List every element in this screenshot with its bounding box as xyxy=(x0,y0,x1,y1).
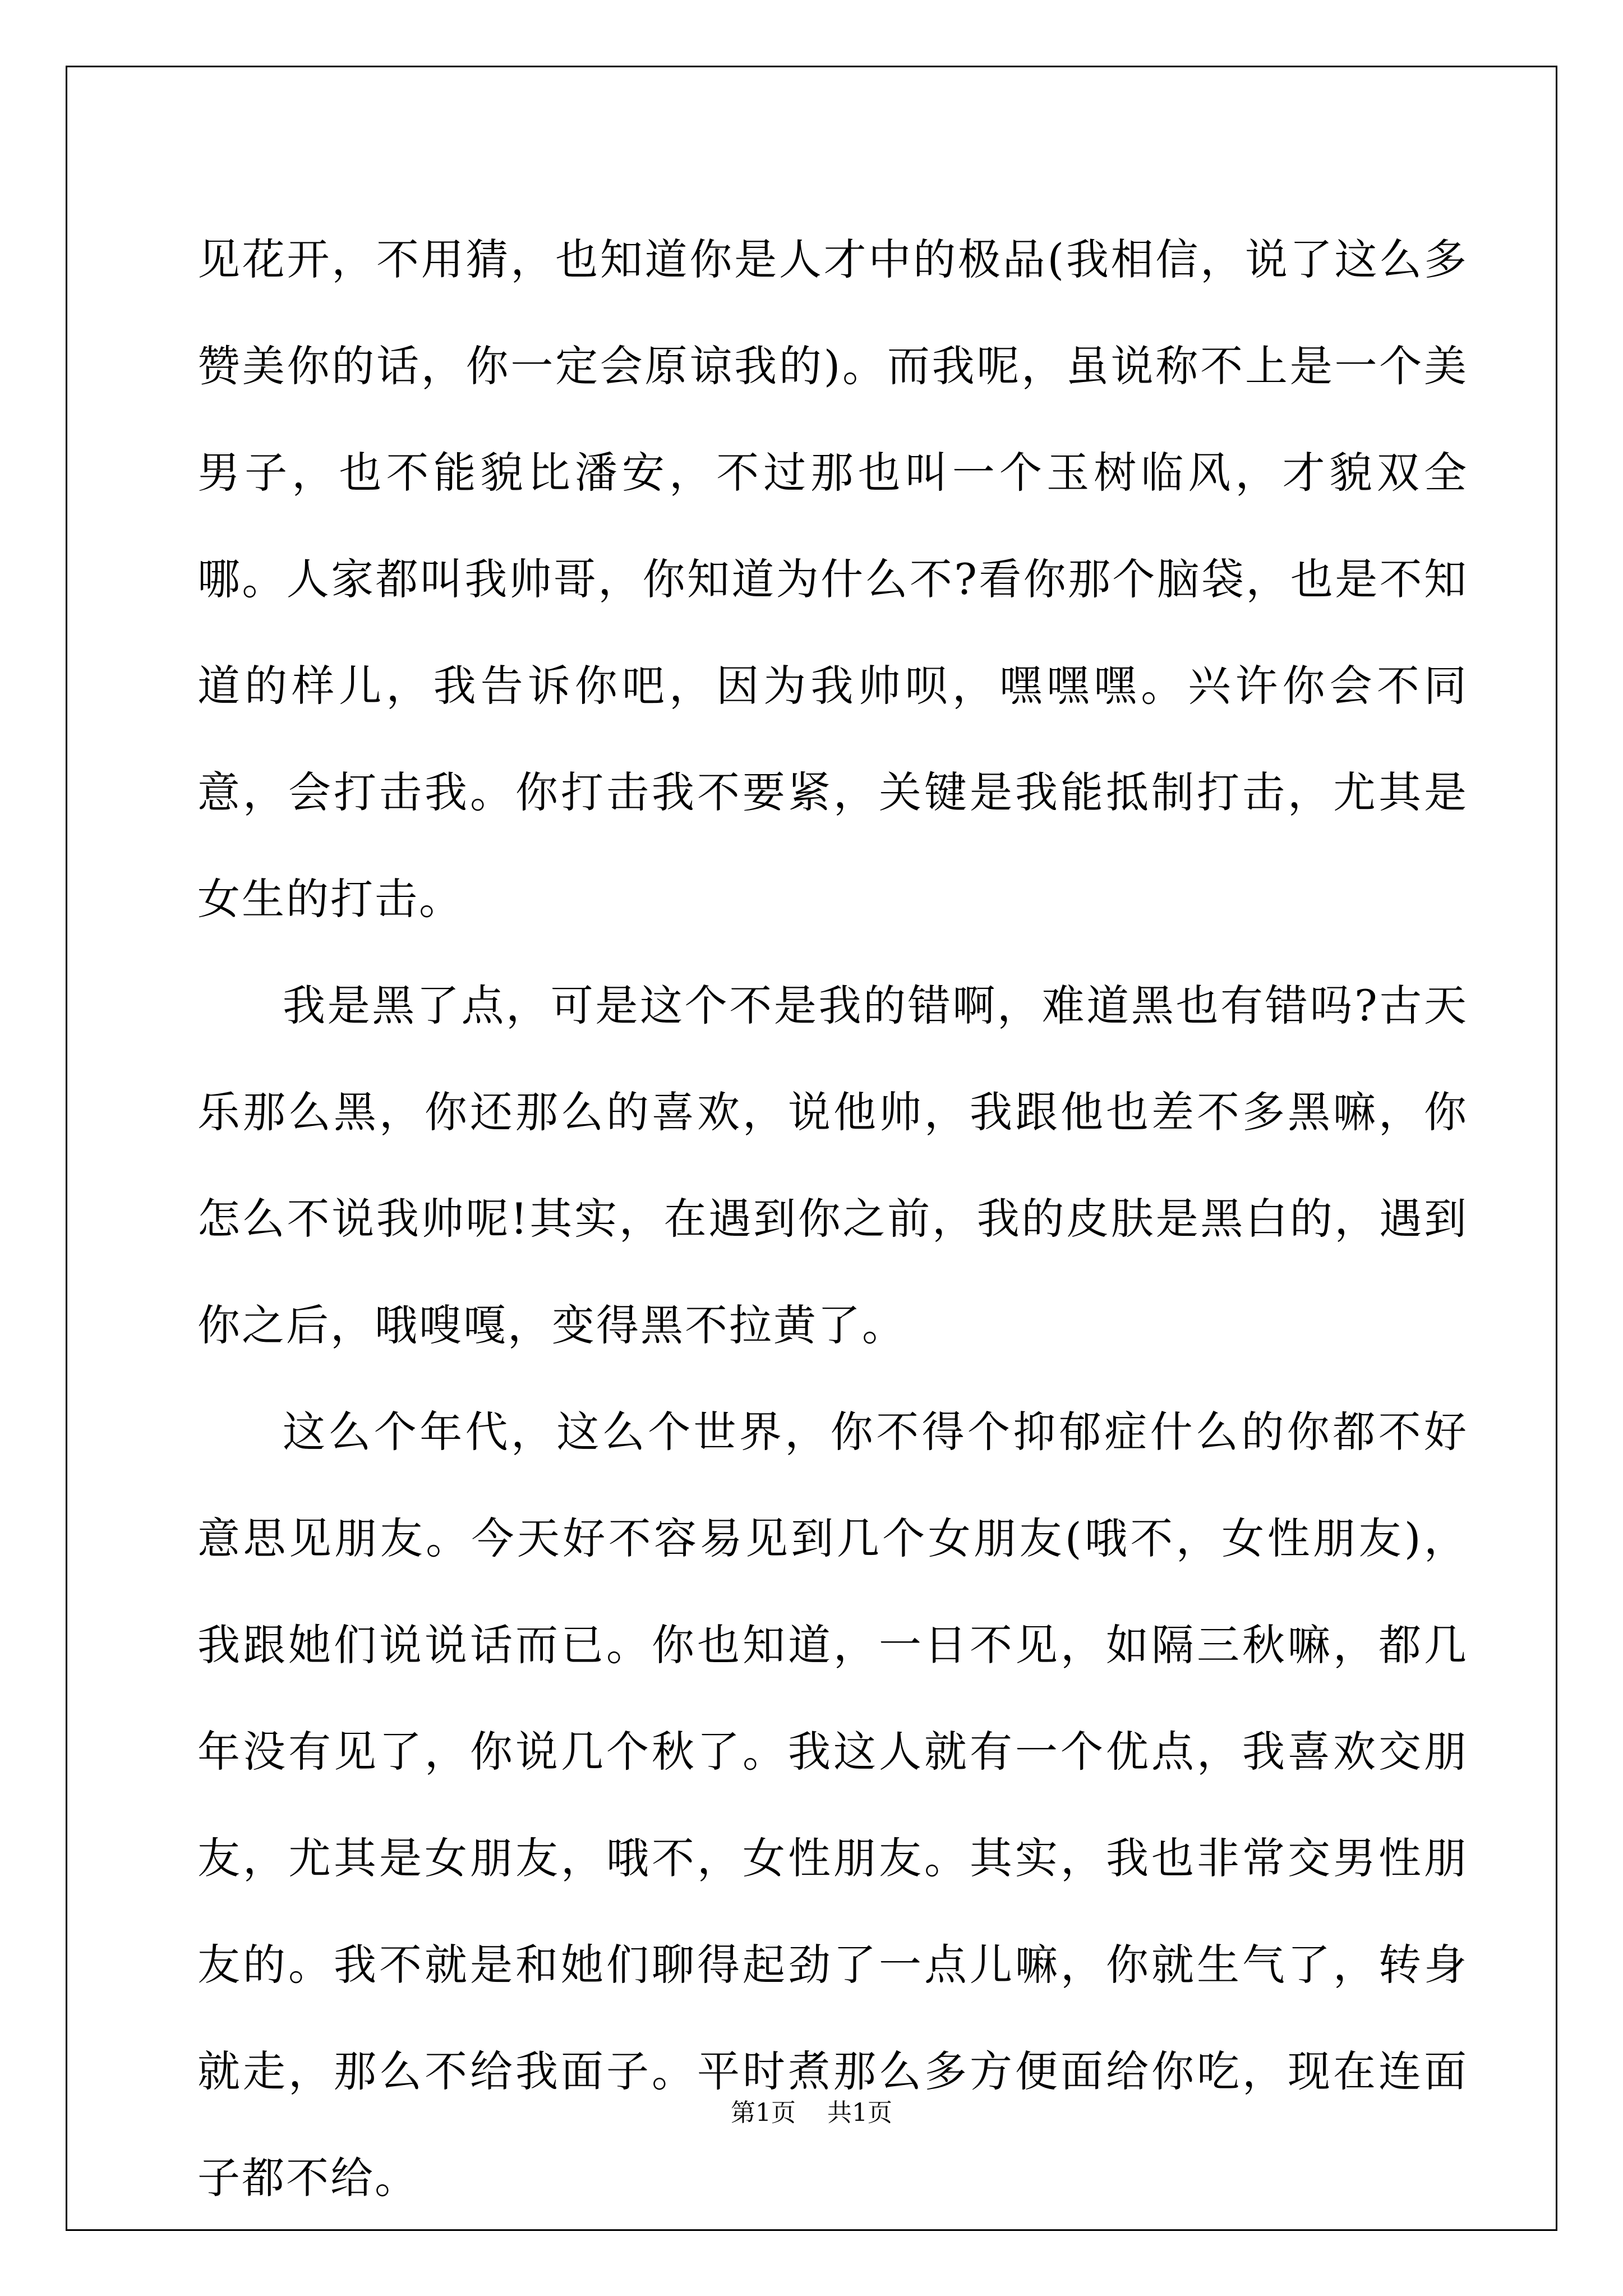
paragraph-1: 见花开，不用猜，也知道你是人才中的极品(我相信，说了这么多赞美你的话，你一定会原谅我的)。而我呢，虽说称不上是一个美男子，也不能貌比潘安，不过那也叫一个玉树临风，才貌双全哪。人家都叫我帅哥，你知道为什么不?看你那个脑袋，也是不知道的样儿，我告诉你吧，因为我帅呗，嘿嘿嘿。兴许你会不同意，会打击我。你打击我不要紧，关键是我能抵制打击，尤其是女生的打击。 xyxy=(197,234,1468,924)
page-total: 共1页 xyxy=(827,2099,892,2127)
page-number: 第1页 xyxy=(731,2099,796,2127)
paragraph-2: 我是黑了点，可是这个不是我的错啊，难道黑也有错吗?古天乐那么黑，你还那么的喜欢，说他帅，我跟他也差不多黑嘛，你怎么不说我帅呢!其实，在遇到你之前，我的皮肤是黑白的，遇到你之后，哦嗖嘎，变得黑不拉黄了。 xyxy=(197,981,1468,1350)
page-footer xyxy=(0,2092,1623,2128)
paragraph-3: 这么个年代，这么个世界，你不得个抑郁症什么的你都不好意思见朋友。今天好不容易见到几个女朋友(哦不，女性朋友)，我跟她们说说话而已。你也知道，一日不见，如隔三秋嘛，都几年没有见了，你说几个秋了。我这人就有一个优点，我喜欢交朋友，尤其是女朋友，哦不，女性朋友。其实，我也非常交男性朋友的。我不就是和她们聊得起劲了一点儿嘛，你就生气了，转身就走，那么不给我面子。平时煮那么多方便面给你吃，现在连面子都不给。 xyxy=(197,1407,1468,2203)
document-body xyxy=(197,206,1468,2231)
